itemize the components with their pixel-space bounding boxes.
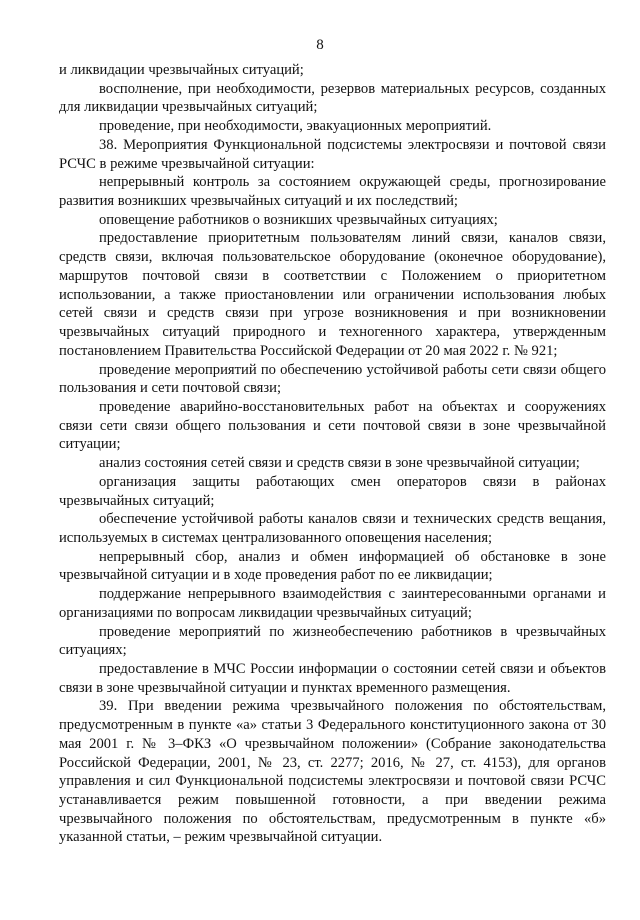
- paragraph-interaction: поддержание непрерывного взаимодействия с заинтересованными органами и организациями по вопросам ликвидации чрезвычайных ситуаций;: [59, 586, 606, 621]
- paragraph-network-analysis: анализ состояния сетей связи и средств связи в зоне чрезвычайной ситуации;: [99, 455, 580, 472]
- paragraph-continuation: и ликвидации чрезвычайных ситуаций;: [59, 62, 304, 78]
- paragraph-evacuation: проведение, при необходимости, эвакуационных мероприятий.: [99, 118, 492, 135]
- paragraph-resource-replenishment: восполнение, при необходимости, резервов материальных ресурсов, созданных для ликвидации чрезвычайных ситуаций;: [59, 80, 606, 116]
- page-number: 8: [316, 37, 324, 53]
- paragraph-broadcast-channels: обеспечение устойчивой работы каналов связи и технических средств вещания, используемых в системах централизованного оповещения населения;: [59, 511, 606, 546]
- paragraph-life-support: проведение мероприятий по жизнеобеспечению работников в чрезвычайных ситуациях;: [59, 623, 606, 659]
- paragraph-38-heading: 38. Мероприятия Функциональной подсистемы электросвязи и почтовой связи РСЧС в режиме чрезвычайной ситуации:: [59, 136, 606, 172]
- document-body: [59, 61, 606, 847]
- paragraph-mchs-reporting: предоставление в МЧС России информации о состоянии сетей связи и объектов связи в зоне чрезвычайной ситуации и пунктах временного размещения.: [59, 661, 606, 696]
- paragraph-emergency-restoration: проведение аварийно-восстановительных работ на объектах и сооружениях связи сети связи общего пользования и сети почтовой связи в зоне чрезвычайной ситуации;: [59, 398, 606, 453]
- paragraph-priority-users: предоставление приоритетным пользователям линий связи, каналов связи, средств связи, включая пользовательское оборудование (оконечное оборудование), маршрутов почтовой связи в соответствии с Положением о приоритетном использовании, а также приостановлении или ограничении использования любых сетей связи и средств связи при угрозе возникновения и при возникновении чрезвычайных ситуаций природного и техногенного характера, утвержденным постановлением Правительства Российской Федерации от 20 мая 2022 г. № 921;: [59, 230, 606, 359]
- paragraph-monitoring: непрерывный контроль за состоянием окружающей среды, прогнозирование развития возникших чрезвычайных ситуаций и их последствий;: [59, 174, 606, 210]
- paragraph-shift-protection: организация защиты работающих смен операторов связи в районах чрезвычайных ситуаций;: [59, 473, 606, 509]
- paragraph-notification: оповещение работников о возникших чрезвычайных ситуациях;: [99, 211, 498, 228]
- paragraph-stable-operation: проведение мероприятий по обеспечению устойчивой работы сети связи общего пользования и сети почтовой связи;: [59, 361, 606, 397]
- paragraph-information-exchange: непрерывный сбор, анализ и обмен информацией об обстановке в зоне чрезвычайной ситуации и в ходе проведения работ по ее ликвидации;: [59, 548, 606, 584]
- paragraph-39: 39. При введении режима чрезвычайного положения по обстоятельствам, предусмотренным в пункте «а» статьи 3 Федерального конституционного закона от 30 мая 2001 г. № 3–ФКЗ «О чрезвычайном положении» (Собрание законодательства Российской Федерации, 2001, № 23, ст. 2277; 2016, № 27, ст. 4153), для органов управления и сил Функциональной подсистемы электросвязи и почтовой связи РСЧС устанавливается режим повышенной готовности, а при введении режима чрезвычайного положения по обстоятельствам, предусмотренным в пункте «б» указанной статьи, – режим чрезвычайной ситуации.: [59, 698, 606, 846]
